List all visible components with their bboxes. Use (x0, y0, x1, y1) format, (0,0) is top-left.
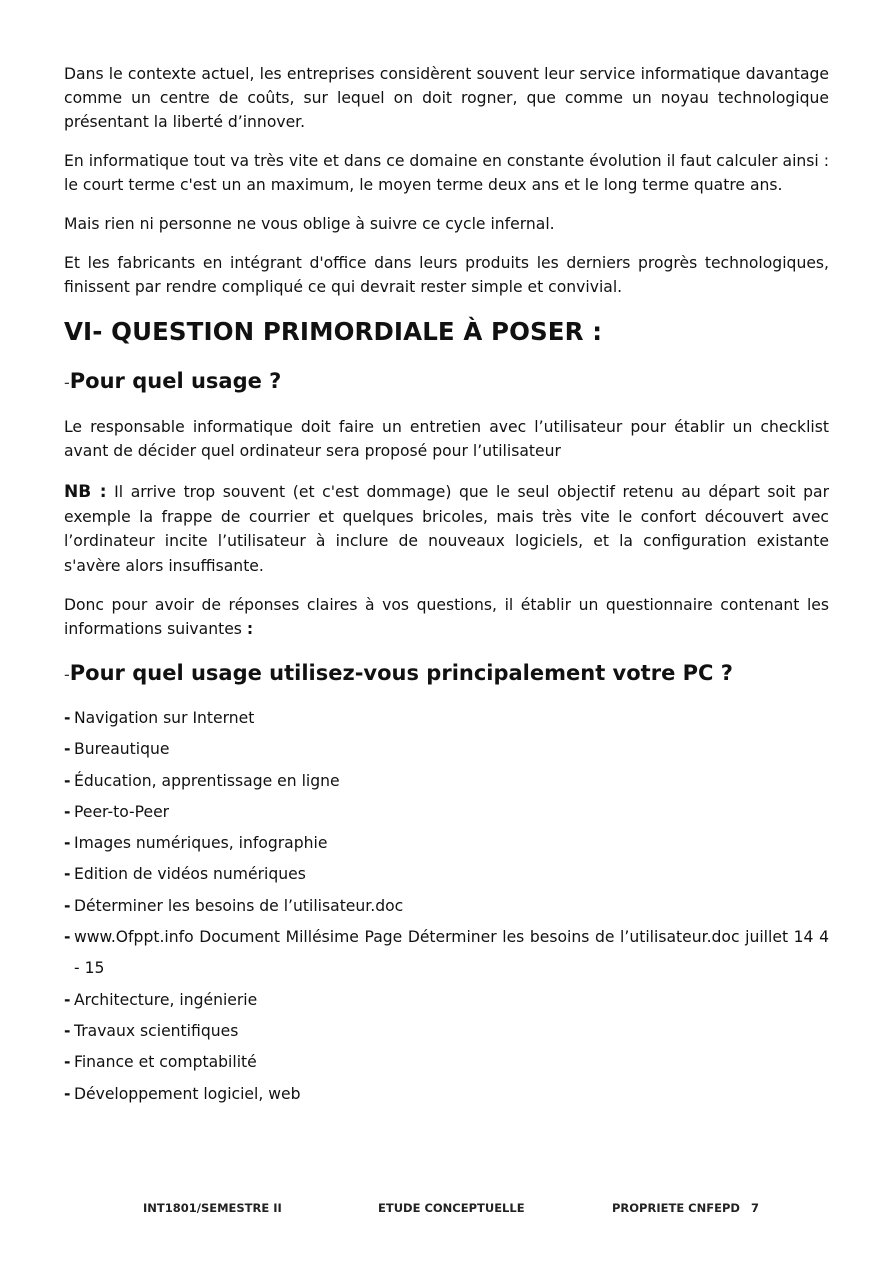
paragraph-manufacturers: Et les fabricants en intégrant d'office dans leurs produits les derniers progrès technologiques, finissent par rendre compliqué ce qui devrait rester simple et convivial. (64, 254, 829, 296)
subheading-main-usage (64, 659, 829, 689)
questionnaire-text: Donc pour avoir de réponses claires à vos questions, il établir un questionnaire contenant les informations suivantes (64, 596, 829, 638)
nb-text: Il arrive trop souvent (et c'est dommage) que le seul objectif retenu au départ soit par exemple la frappe de courrier et quelques bricoles, mais très vite le confort découvert avec l’ordinateur incite l’utilisateur à inclure de nouveaux logiciels, et la configuration existante s'avère alors insuffisante. (64, 483, 830, 575)
list-item: - Peer-to-Peer (64, 797, 829, 828)
bullet: - (64, 865, 71, 884)
list-item: - Déterminer les besoins de l’utilisateur.doc (64, 891, 829, 922)
list-item: - Finance et comptabilité (64, 1047, 829, 1078)
subheading-dash: - (64, 665, 70, 684)
list-item: - Développement logiciel, web (64, 1079, 829, 1110)
list-item: - Éducation, apprentissage en ligne (64, 766, 829, 797)
questionnaire-colon: : (246, 620, 254, 638)
page-number: 7 (751, 1201, 760, 1215)
bullet: - (64, 1021, 71, 1040)
paragraph-evolution: En informatique tout va très vite et dans ce domaine en constante évolution il faut calculer ainsi : le court terme c'est un an maximum, le moyen terme deux ans et le long terme quatre ans. (64, 152, 829, 194)
list-item: - www.Ofppt.info Document Millésime Page Déterminer les besoins de l’utilisateur.doc juillet 14 4 - 15 (64, 922, 829, 985)
bullet: - (64, 990, 71, 1009)
list-item: - Travaux scientifiques (64, 1016, 829, 1047)
subheading-dash: - (64, 373, 70, 392)
bullet: - (64, 1053, 71, 1072)
usage-list (64, 703, 829, 1110)
list-item: - Bureautique (64, 734, 829, 765)
list-item: - Images numériques, infographie (64, 828, 829, 859)
paragraph-checklist: Le responsable informatique doit faire un entretien avec l’utilisateur pour établir un checklist avant de décider quel ordinateur sera proposé pour l’utilisateur (64, 418, 829, 460)
paragraph-nb (64, 480, 829, 578)
bullet: - (64, 834, 71, 853)
list-item: - Navigation sur Internet (64, 703, 829, 734)
page-footer (0, 1201, 893, 1217)
bullet: - (64, 896, 71, 915)
list-item: - Edition de vidéos numériques (64, 859, 829, 890)
bullet: - (64, 709, 71, 727)
paragraph-context: Dans le contexte actuel, les entreprises considèrent souvent leur service informatique davantage comme un centre de coûts, sur lequel on doit rogner, que comme un noyau technologique présentant la liberté d’innover. (64, 65, 829, 131)
paragraph-questionnaire (64, 593, 829, 641)
document-page (64, 62, 829, 1110)
list-item: - Architecture, ingénierie (64, 985, 829, 1016)
nb-label: NB : (64, 482, 107, 502)
subheading-usage (64, 367, 829, 397)
bullet: - (64, 740, 71, 759)
subheading-usage-text: Pour quel usage ? (69, 369, 282, 393)
paragraph-cycle: Mais rien ni personne ne vous oblige à suivre ce cycle infernal. (64, 215, 555, 233)
bullet: - (64, 1084, 71, 1103)
subheading-main-usage-text: Pour quel usage utilisez-vous principalement votre PC ? (69, 661, 733, 685)
section-title: VI- QUESTION PRIMORDIALE À POSER : (64, 317, 603, 346)
footer-title: ETUDE CONCEPTUELLE (378, 1201, 525, 1215)
bullet: - (64, 928, 71, 947)
footer-course: INT1801/SEMESTRE II (143, 1201, 282, 1215)
bullet: - (64, 771, 71, 790)
footer-owner: PROPRIETE CNFEPD (612, 1201, 740, 1215)
bullet: - (64, 802, 71, 821)
